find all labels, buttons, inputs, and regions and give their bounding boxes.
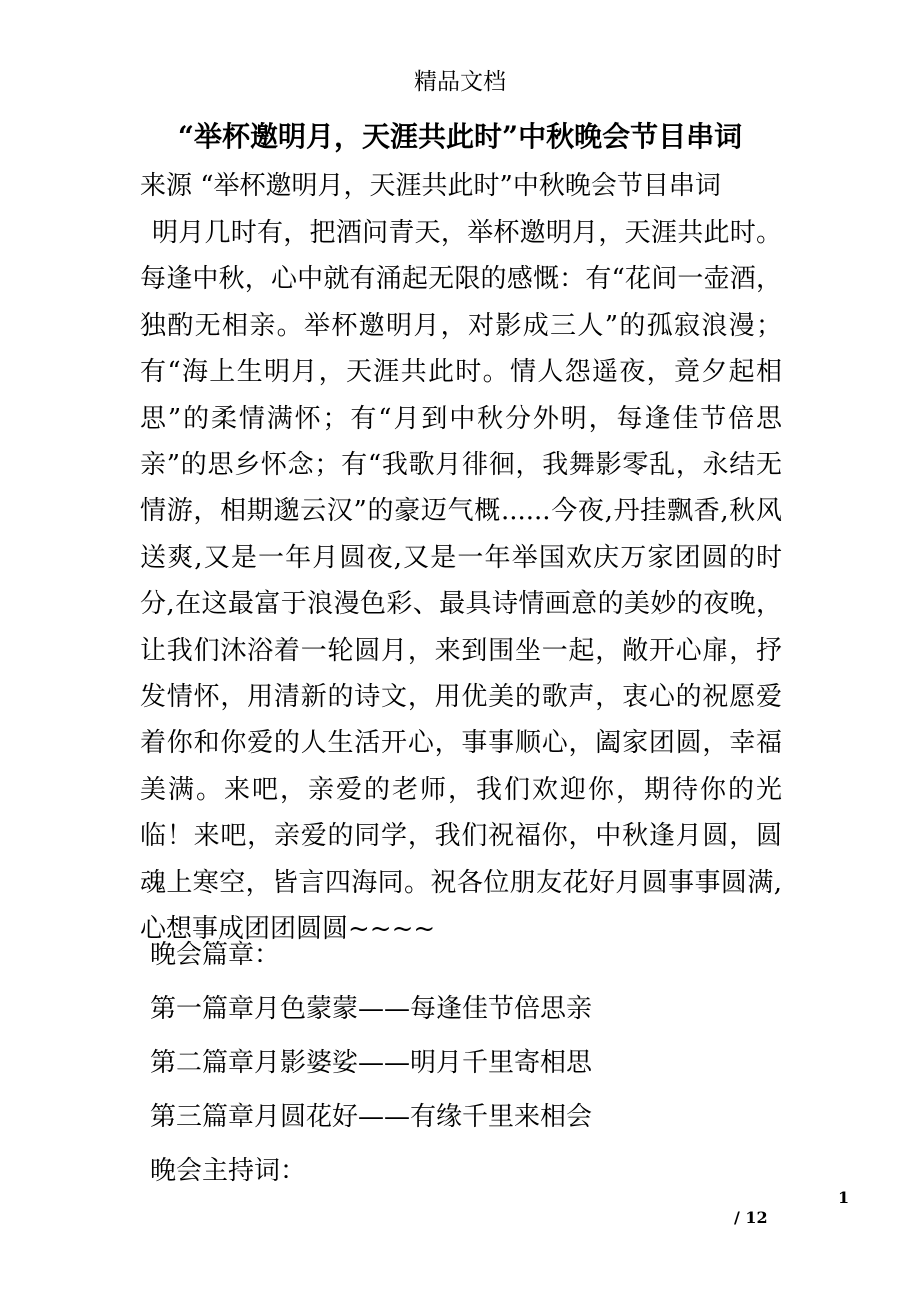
page-number: 1 xyxy=(838,1188,850,1207)
section-item-1: 第一篇章月色蒙蒙——每逢佳节倍思亲 xyxy=(150,994,593,1024)
section-item-2: 第二篇章月影婆娑——明月千里寄相思 xyxy=(150,1048,593,1078)
header-label: 精品文档 xyxy=(414,69,506,95)
program-list xyxy=(150,932,592,1202)
host-heading: 晚会主持词： xyxy=(150,1156,307,1186)
source-line: 来源 “举杯邀明月，天涯共此时”中秋晚会节目串词 xyxy=(140,171,721,201)
section-item-3: 第三篇章月圆花好——有缘千里来相会 xyxy=(150,1102,593,1132)
sections-heading: 晚会篇章： xyxy=(150,940,281,970)
document-title: “举杯邀明月，天涯共此时”中秋晚会节目串词 xyxy=(177,120,743,153)
page-total: / 12 xyxy=(734,1208,768,1227)
body-paragraph: 明月几时有，把酒问青天，举杯邀明月，天涯共此时。每逢中秋，心中就有涌起无限的感慨：有“花间一壶酒，独酌无相亲。举杯邀明月，对影成三人”的孤寂浪漫；有“海上生明月，天涯共此时。情人怨遥夜，竟夕起相思”的柔情满怀；有“月到中秋分外明，每逢佳节倍思亲”的思乡怀念；有“我歌月徘徊，我舞影零乱，永结无情游，相期邈云汉”的豪迈气概......今夜,丹挂飘香,秋风送爽,又是一年月圆夜,又是一年举国欢庆万家团圆的时分,在这最富于浪漫色彩、最具诗情画意的美妙的夜晚，让我们沐浴着一轮圆月，来到围坐一起，敞开心扉，抒发情怀，用清新的诗文，用优美的歌声，衷心的祝愿爱着你和你爱的人生活开心，事事顺心，阖家团圆，幸福美满。来吧，亲爱的老师，我们欢迎你，期待你的光临！来吧，亲爱的同学，我们祝福你，中秋逢月圆，圆魂上寒空，皆言四海同。祝各位朋友花好月圆事事圆满,心想事成团团圆圆~~~~ xyxy=(140,218,782,945)
